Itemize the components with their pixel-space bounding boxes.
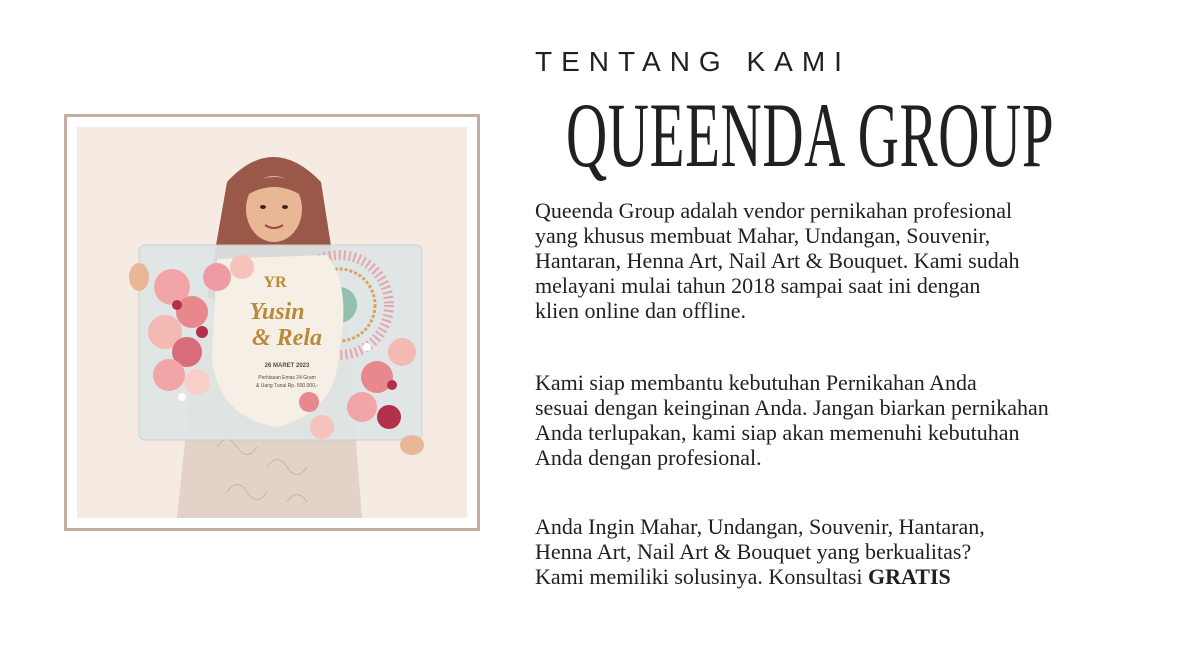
section-eyebrow: TENTANG KAMI [535,46,851,77]
text-line [535,564,1175,589]
frame-name-1: Yusin [249,299,305,325]
text-line: Henna Art, Nail Art & Bouquet yang berkualitas? [535,539,972,564]
about-paragraph-2 [535,370,1175,470]
about-paragraph-1 [535,198,1175,323]
about-paragraph-3 [535,514,1175,589]
photo-frame [64,114,480,531]
text-line: sesuai dengan keinginan Anda. Jangan biarkan pernikahan [535,395,1049,420]
frame-name-2: & Rela [252,325,322,351]
text-line: Anda Ingin Mahar, Undangan, Souvenir, Hantaran, [535,514,985,539]
frame-monogram: YR [263,274,287,291]
text-line: Queenda Group adalah vendor pernikahan profesional [535,198,1013,223]
frame-detail-1: Perhiasan Emas 24 Gram [258,375,316,381]
text-line: Anda terlupakan, kami siap akan memenuhi kebutuhan [535,420,1020,445]
text-line: yang khusus membuat Mahar, Undangan, Souvenir, [535,223,991,248]
frame-date: 26 MARET 2023 [264,363,310,369]
text-line: Kami siap membantu kebutuhan Pernikahan Anda [535,370,977,395]
frame-detail-2: & Uang Tunai Rp. 500.000,- [256,383,318,389]
text-line: Hantaran, Henna Art, Nail Art & Bouquet. Kami sudah [535,248,1020,273]
text-line: melayani mulai tahun 2018 sampai saat ini dengan [535,273,981,298]
text-line-content: Kami memiliki solusinya. Konsultasi [535,564,869,589]
free-consultation-emphasis: GRATIS [868,564,951,589]
woman-holding-mahar-frame-illustration [77,127,467,518]
brand-title: QUEENDA GROUP [566,84,1055,186]
product-photo [77,127,467,518]
text-line: klien online dan offline. [535,298,746,323]
text-line: Anda dengan profesional. [535,445,762,470]
